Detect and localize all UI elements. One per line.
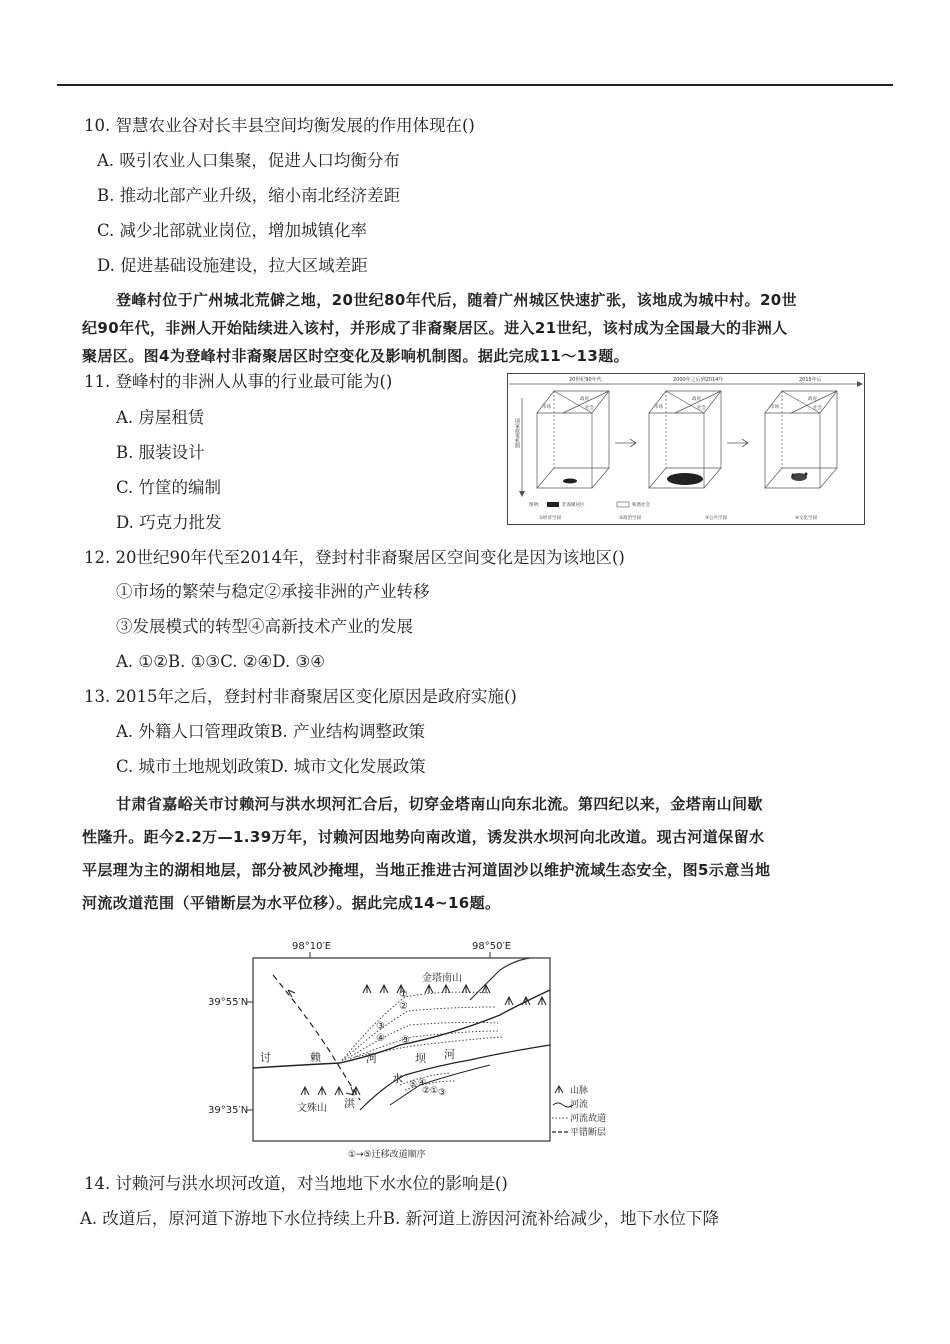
legend-item: 非裔聚居区 [562,503,585,508]
figure-4 [507,373,865,525]
top-label: 社会 [813,406,822,411]
q13-stem: 13. 2015年之后，登封村非裔聚居区变化原因是政府实施() [84,687,517,706]
q14-stem: 14. 讨赖河与洪水坝河改道，对当地地下水水位的影响是() [84,1174,508,1193]
legend-item: ①经济空间 [539,516,562,521]
legend-item: 和谐社会 [632,503,650,508]
passage-1-line: 登峰村位于广州城北荒僻之地，20世纪80年代后，随着广州城区快速扩张，该地成为城中村。20世 [116,291,798,309]
q11-option-a: A. 房屋租赁 [116,408,205,427]
passage-2-line: 甘肃省嘉峪关市讨赖河与洪水坝河汇合后，切穿金塔南山向东北流。第四纪以来，金塔南山间歇 [116,795,763,813]
top-label: 政府 [808,397,817,402]
river-label: 讨 [260,1051,271,1064]
q10-option-b: B. 推动北部产业升级，缩小南北经济差距 [97,186,401,205]
river-label: 赖 [310,1051,321,1064]
river-label: 水 [392,1072,403,1085]
passage-2-line: 性隆升。距今2.2万—1.39万年，讨赖河因地势向南改道，诱发洪水坝河向北改道。现古河道保留水 [82,828,765,846]
legend-item: 河流故道 [570,1114,607,1124]
legend-item: 平错断层 [570,1128,607,1138]
legend-item: 河流 [570,1100,589,1110]
sequence-number: ④ [418,1078,427,1088]
sequence-number: ③ [376,1021,385,1032]
figure-5 [200,935,640,1165]
legend-item: ③公共空间 [705,516,728,521]
settlement-large [667,473,703,485]
passage-1-line: 聚居区。图4为登峰村非裔聚居区时空变化及影响机制图。据此完成11～13题。 [82,347,629,365]
q12-stem: 12. 20世纪90年代至2014年，登封村非裔聚居区空间变化是因为该地区() [84,548,625,567]
sequence-number: ③ [438,1088,447,1098]
mountain-label: 金塔南山 [422,973,462,984]
axis-label: 国家政策机制 [514,418,520,448]
q11-stem: 11. 登峰村的非洲人从事的行业最可能为() [84,372,393,391]
top-label: 市场 [542,405,551,410]
q11-option-d: D. 巧克力批发 [116,513,222,532]
longitude-label: 98°10′E [292,941,332,952]
passage-2-line: 平层理为主的湖相地层，部分被风沙掩埋，当地正推进古河道固沙以维护流域生态安全，图5示意当地 [82,861,771,879]
legend-item: ④文化空间 [795,516,818,521]
sequence-number: ② [422,1086,431,1096]
top-label: 市场 [770,405,779,410]
legend-item: ②政治空间 [619,516,642,521]
period-3-label: 2015年后 [799,377,822,383]
passage-1-line: 纪90年代，非洲人开始陆续进入该村，并形成了非裔聚居区。进入21世纪，该村成为全国最大的非洲人 [82,319,788,337]
period-1-label: 20世纪90年代 [569,377,602,383]
latitude-label: 39°55′N [208,997,249,1008]
top-label: 政府 [580,397,589,402]
mountain-label: 文殊山 [297,1103,327,1114]
legend-prefix: 图例: [529,503,540,508]
q10-option-a: A. 吸引农业人口集聚，促进人口均衡分布 [97,151,400,170]
q12-choices: A. ①②B. ①③C. ②④D. ③④ [116,652,326,671]
header-rule [57,84,893,86]
q11-option-c: C. 竹筐的编制 [116,478,222,497]
river-label: 河 [366,1052,377,1065]
river-label: 洪 [344,1097,355,1110]
legend-item: 山脉 [570,1086,589,1096]
q12-statements-1: ①市场的繁荣与稳定②承接非洲的产业转移 [116,582,430,601]
q10-option-d: D. 促进基础设施建设，拉大区域差距 [97,256,368,275]
passage-2 [82,788,872,920]
river-label: 河 [444,1048,455,1061]
q11-option-b: B. 服装设计 [116,443,205,462]
top-label: 市场 [654,405,663,410]
period-2-label: 2000年之后到2014年 [673,377,724,383]
passage-1 [82,286,872,370]
q13-options-ab: A. 外籍人口管理政策B. 产业结构调整政策 [116,722,426,741]
q14-options-ab: A. 改道后，原河道下游地下水位持续上升B. 新河道上游因河流补给减少，地下水位下降 [80,1209,720,1228]
fig5-legend [552,1084,606,1138]
passage-2-line: 河流改道范围（平错断层为水平位移）。据此完成14~16题。 [82,894,501,912]
sequence-number: ⑤ [401,1035,410,1046]
settlement-small [563,479,577,484]
longitude-label: 98°50′E [472,941,512,952]
river-label: 坝 [415,1052,426,1065]
sequence-number: ⑤ [409,1080,418,1090]
top-label: 社会 [697,406,706,411]
sequence-number: ② [399,1001,408,1012]
q12-statements-2: ③发展模式的转型④高新技术产业的发展 [116,617,413,636]
q13-options-cd: C. 城市土地规划政策D. 城市文化发展政策 [116,757,426,776]
top-label: 社会 [585,406,594,411]
top-label: 政府 [692,397,701,402]
fig5-caption: ①→⑤迁移改道顺序 [348,1150,426,1160]
q10-option-c: C. 减少北部就业岗位，增加城镇化率 [97,221,368,240]
sequence-number: ④ [376,1033,385,1044]
latitude-label: 39°35′N [208,1105,249,1116]
q10-stem: 10. 智慧农业谷对长丰县空间均衡发展的作用体现在() [84,116,475,135]
sequence-number: ① [430,1086,439,1096]
sequence-number: ① [399,989,408,1000]
